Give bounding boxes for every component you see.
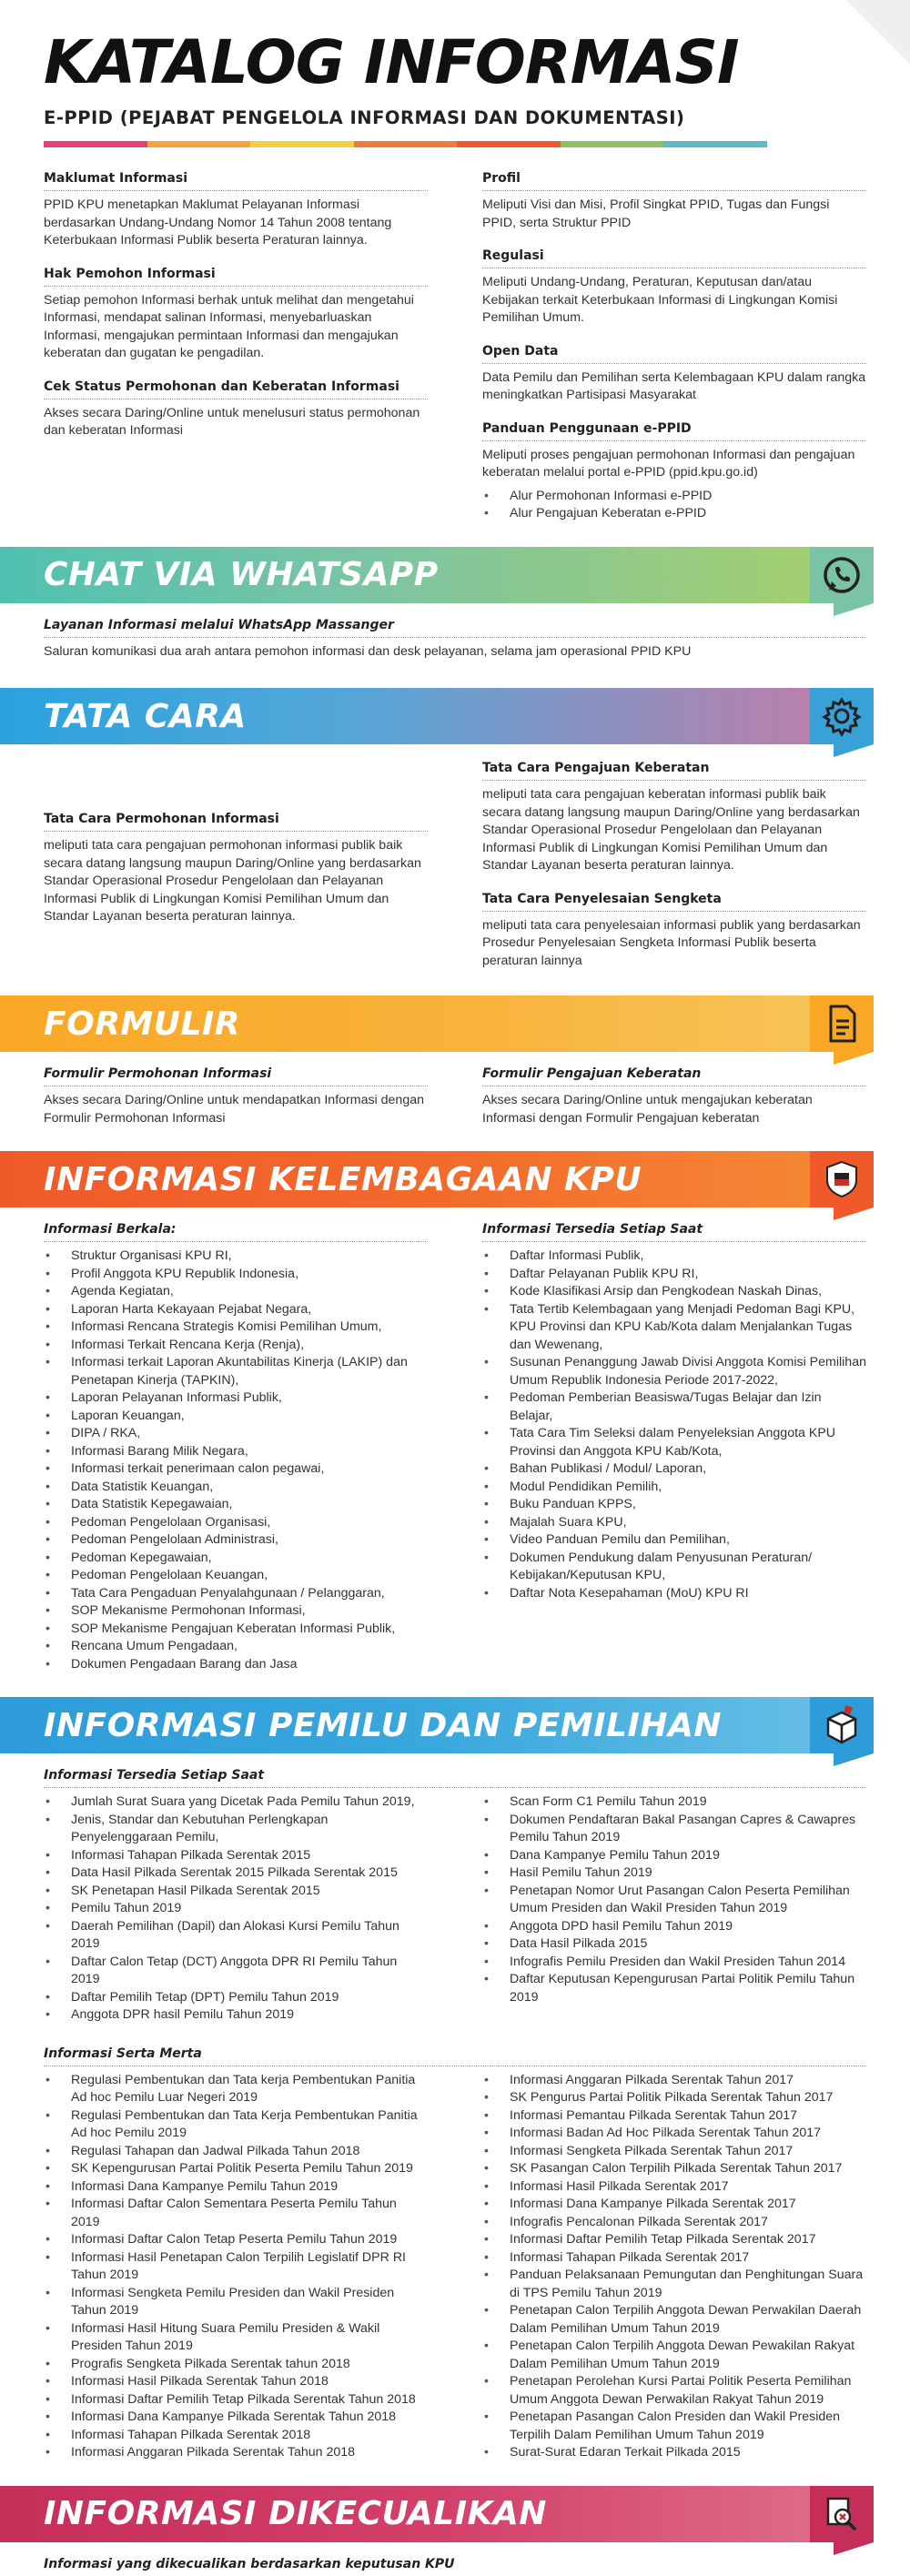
list-item[interactable]: • Informasi Sengketa Pilkada Serentak Tahun 2017 — [482, 2143, 866, 2161]
list-item[interactable]: • Dokumen Pendukung dalam Penyusunan Peraturan/ Kebijakan/Keputusan KPU, — [482, 1550, 866, 1585]
gear-icon — [810, 688, 874, 744]
list-item[interactable]: • SK Pasangan Calon Terpilih Pilkada Serentak Tahun 2017 — [482, 2160, 866, 2178]
rainbow-bar — [44, 141, 767, 147]
list-item[interactable]: • Pemilu Tahun 2019 — [44, 1900, 428, 1918]
intro-left-item-title[interactable]: Cek Status Permohonan dan Keberatan Informasi — [44, 379, 428, 399]
intro-left-column — [44, 155, 428, 523]
search-document-icon — [810, 2486, 874, 2542]
list-item[interactable]: • Jumlah Surat Suara yang Dicetak Pada Pemilu Tahun 2019, — [44, 1793, 428, 1812]
list-item[interactable]: • Laporan Harta Kekayaan Pejabat Negara, — [44, 1301, 428, 1319]
list-item[interactable]: • Data Statistik Kepegawaian, — [44, 1496, 428, 1514]
formulir-permohonan-title[interactable]: Formulir Permohonan Informasi — [44, 1066, 428, 1086]
list-item[interactable]: • Informasi Pemantau Pilkada Serentak Tahun 2017 — [482, 2107, 866, 2126]
intro-right-item-text: Meliputi Undang-Undang, Peraturan, Keputusan dan/atau Kebijakan terkait Keterbukaan Informasi di Lingkungan Komisi Pemilihan Umum. — [482, 275, 838, 325]
page-title: KATALOG INFORMASI — [44, 27, 739, 97]
whatsapp-banner-tail — [834, 603, 874, 616]
list-item[interactable]: • Infografis Pencalonan Pilkada Serentak 2017 — [482, 2214, 866, 2232]
formulir-left-column — [44, 1052, 428, 1127]
pemilu-s2-left-list — [44, 2072, 428, 2462]
list-item[interactable]: • Dokumen Pendaftaran Bakal Pasangan Capres & Cawapres Pemilu Tahun 2019 — [482, 1812, 866, 1847]
document-icon — [810, 995, 874, 1052]
rainbow-segment — [147, 141, 251, 147]
list-item[interactable]: • Daftar Informasi Publik, — [482, 1248, 866, 1266]
list-item[interactable]: • Pedoman Pengelolaan Keuangan, — [44, 1567, 428, 1585]
intro-right-item-title[interactable]: Regulasi — [482, 248, 866, 268]
list-item[interactable]: • Informasi terkait Laporan Akuntabilitas Kinerja (LAKIP) dan Penetapan Kinerja (TAPKIN), — [44, 1354, 428, 1389]
formulir-banner-title: FORMULIR — [44, 1005, 241, 1043]
list-item[interactable]: • Data Hasil Pilkada 2015 — [482, 1935, 866, 1954]
list-item[interactable]: • Penetapan Calon Terpilih Anggota Dewan Perwakilan Daerah Dalam Pemilihan Umum Tahun 2019 — [482, 2302, 866, 2338]
list-item[interactable]: • Informasi Sengketa Pemilu Presiden dan Wakil Presiden Tahun 2019 — [44, 2285, 428, 2320]
page-subtitle: E-PPID (PEJABAT PENGELOLA INFORMASI DAN DOKUMENTASI) — [44, 107, 685, 128]
list-item[interactable]: • Informasi terkait penerimaan calon pegawai, — [44, 1460, 428, 1479]
tatacara-banner-tail — [834, 744, 874, 757]
pemilu-section — [0, 1697, 910, 2462]
list-item[interactable]: • Laporan Pelayanan Informasi Publik, — [44, 1389, 428, 1408]
whatsapp-icon[interactable] — [810, 547, 874, 603]
tatacara-right-item-text: meliputi tata cara penyelesaian informasi publik yang berdasarkan Prosedur Penyelesaian Sengketa Informasi Publik beserta peraturan lainnya — [482, 917, 861, 968]
list-item[interactable]: • Modul Pendidikan Pemilih, — [482, 1479, 866, 1497]
tatacara-left-item-text: meliputi tata cara pengajuan permohonan informasi publik baik secara datang langsung maupun Daring/Online yang berdasarkan Standar Operasional Prosedur Pengelolaan dan Pelayanan Informasi Publik di Lingkungan Komisi Pemilihan Umum dan Standar Layanan beserta peraturan lainnya. — [44, 838, 421, 924]
tatacara-section — [0, 688, 910, 970]
rainbow-segment — [354, 141, 458, 147]
list-item[interactable]: • Surat-Surat Edaran Terkait Pilkada 2015 — [482, 2444, 866, 2462]
list-item[interactable]: • Video Panduan Pemilu dan Pemilihan, — [482, 1531, 866, 1550]
list-item[interactable]: • Daftar Pelayanan Publik KPU RI, — [482, 1266, 866, 1284]
list-item[interactable]: • Informasi Barang Milik Negara, — [44, 1443, 428, 1461]
intro-right-bullet-link[interactable]: • Alur Permohonan Informasi e-PPID — [482, 488, 866, 506]
tatacara-right-item-title[interactable]: Tata Cara Penyelesaian Sengketa — [482, 892, 866, 912]
list-item[interactable]: • Bahan Publikasi / Modul/ Laporan, — [482, 1460, 866, 1479]
list-item[interactable]: • Tata Cara Pengaduan Penyalahgunaan / Pelanggaran, — [44, 1585, 428, 1603]
list-item[interactable]: • Regulasi Tahapan dan Jadwal Pilkada Tahun 2018 — [44, 2143, 428, 2161]
pemilu-s1-left-list — [44, 1793, 428, 2025]
informasi-setiap-saat-list — [482, 1248, 866, 1602]
list-item[interactable]: • Penetapan Nomor Urut Pasangan Calon Peserta Pemilihan Umum Presiden dan Wakil Presiden Tahun 2019 — [482, 1883, 866, 1918]
list-item[interactable]: • Penetapan Perolehan Kursi Partai Politik Peserta Pemilihan Umum Anggota Dewan Perwakilan Rakyat Tahun 2019 — [482, 2373, 866, 2409]
list-item[interactable]: • Jenis, Standar dan Kebutuhan Perlengkapan Penyelenggaraan Pemilu, — [44, 1812, 428, 1847]
list-item[interactable]: • SOP Mekanisme Pengajuan Keberatan Informasi Publik, — [44, 1621, 428, 1639]
list-item[interactable]: • Scan Form C1 Pemilu Tahun 2019 — [482, 1793, 866, 1812]
list-item[interactable]: • Informasi Tahapan Pilkada Serentak 2018 — [44, 2427, 428, 2445]
list-item[interactable]: • Informasi Dana Kampanye Pilkada Serentak Tahun 2018 — [44, 2409, 428, 2427]
list-item[interactable]: • Anggota DPR hasil Pemilu Tahun 2019 — [44, 2006, 428, 2025]
intro-right-item-text: Meliputi proses pengajuan permohonan Informasi dan pengajuan keberatan melalui portal e-PPID (ppid.kpu.go.id) — [482, 447, 855, 480]
list-item[interactable]: • Laporan Keuangan, — [44, 1408, 428, 1426]
list-item[interactable]: • Informasi Tahapan Pilkada Serentak 2015 — [44, 1847, 428, 1865]
list-item[interactable]: • Panduan Pelaksanaan Pemungutan dan Penghitungan Suara di TPS Pemilu Tahun 2019 — [482, 2267, 866, 2302]
list-item[interactable]: • Informasi Hasil Hitung Suara Pemilu Presiden & Wakil Presiden Tahun 2019 — [44, 2320, 428, 2356]
formulir-keberatan-text: Akses secara Daring/Online untuk mengajukan keberatan Informasi dengan Formulir Pengajuan keberatan — [482, 1093, 813, 1126]
list-item[interactable]: • Regulasi Pembentukan dan Tata kerja Pembentukan Panitia Ad hoc Pemilu Luar Negeri 2019 — [44, 2072, 428, 2107]
pemilu-serta-merta-title: Informasi Serta Merta — [44, 2046, 866, 2066]
intro-right-column — [482, 155, 866, 523]
tatacara-banner-title: TATA CARA — [44, 697, 247, 735]
list-item[interactable]: • Data Hasil Pilkada Serentak 2015 Pilkada Serentak 2015 — [44, 1864, 428, 1883]
list-item[interactable]: • Informasi Daftar Pemilih Tetap Pilkada Serentak 2017 — [482, 2231, 866, 2249]
dikecualikan-item-title[interactable]: Informasi yang dikecualikan berdasarkan keputusan KPU — [44, 2556, 455, 2571]
tatacara-left-column — [44, 744, 428, 970]
kelembagaan-banner-tail — [834, 1207, 874, 1220]
list-item[interactable]: • Anggota DPD hasil Pemilu Tahun 2019 — [482, 1918, 866, 1936]
rainbow-segment — [44, 141, 147, 147]
list-item[interactable]: • Regulasi Pembentukan dan Tata Kerja Pembentukan Panitia Ad hoc Pemilu 2019 — [44, 2107, 428, 2143]
pemilu-s2-columns — [0, 2066, 910, 2462]
list-item[interactable]: • Buku Panduan KPPS, — [482, 1496, 866, 1514]
ballot-box-icon — [810, 1697, 874, 1753]
dikecualikan-section — [0, 2486, 910, 2576]
list-item[interactable]: • Pedoman Pemberian Beasiswa/Tugas Belajar dan Izin Belajar, — [482, 1389, 866, 1425]
dikecualikan-banner — [0, 2486, 874, 2542]
informasi-berkala-list — [44, 1248, 428, 1673]
list-item[interactable]: • Daftar Pemilih Tetap (DPT) Pemilu Tahun 2019 — [44, 1989, 428, 2007]
kelembagaan-left-column — [44, 1207, 428, 1673]
kpu-logo-icon — [810, 1151, 874, 1207]
list-item[interactable]: • SOP Mekanisme Permohonan Informasi, — [44, 1602, 428, 1621]
list-item[interactable]: • Informasi Terkait Rencana Kerja (Renja), — [44, 1337, 428, 1355]
list-item[interactable]: • Informasi Anggaran Pilkada Serentak Tahun 2018 — [44, 2444, 428, 2462]
formulir-columns — [0, 1052, 910, 1127]
tatacara-banner — [0, 688, 874, 744]
tatacara-right-column — [482, 744, 866, 970]
list-item[interactable]: • SK Pengurus Partai Politik Pilkada Serentak Tahun 2017 — [482, 2089, 866, 2107]
list-item[interactable]: • Informasi Daftar Calon Tetap Peserta Pemilu Tahun 2019 — [44, 2231, 428, 2249]
intro-left-item-text: PPID KPU menetapkan Maklumat Pelayanan Informasi berdasarkan Undang-Undang Nomor 14 Tahun 2008 tentang Keterbukaan Informasi Publik beserta Peraturan lainnya. — [44, 197, 392, 247]
list-item[interactable]: • Penetapan Pasangan Calon Presiden dan Wakil Presiden Terpilih Dalam Pemilihan Umum Tahun 2019 — [482, 2409, 866, 2444]
rainbow-segment — [250, 141, 354, 147]
list-item[interactable]: • Hasil Pemilu Tahun 2019 — [482, 1864, 866, 1883]
pemilu-setiap-saat-title: Informasi Tersedia Setiap Saat — [44, 1768, 866, 1788]
list-item[interactable]: • Pedoman Pengelolaan Administrasi, — [44, 1531, 428, 1550]
pemilu-s2-right-list — [482, 2072, 866, 2462]
intro-right-item-title[interactable]: Open Data — [482, 344, 866, 364]
list-item[interactable]: • Daftar Nota Kesepahaman (MoU) KPU RI — [482, 1585, 866, 1603]
list-item[interactable]: • Daftar Keputusan Kepengurusan Partai Politik Pemilu Tahun 2019 — [482, 1971, 866, 2006]
kelembagaan-banner-title: INFORMASI KELEMBAGAAN KPU — [44, 1160, 642, 1198]
list-item[interactable]: • Informasi Daftar Calon Sementara Peserta Pemilu Tahun 2019 — [44, 2196, 428, 2231]
list-item[interactable]: • Pedoman Kepegawaian, — [44, 1550, 428, 1568]
list-item[interactable]: • Informasi Dana Kampanye Pilkada Serentak 2017 — [482, 2196, 866, 2214]
intro-left-item-text: Setiap pemohon Informasi berhak untuk melihat dan mengetahui Informasi, mendapat salinan Informasi, menyebarluaskan Informasi, mengajukan permintaan Informasi dan mengajukan keberatan dan gugatan ke pengadilan. — [44, 292, 414, 360]
list-item[interactable]: • Infografis Pemilu Presiden dan Wakil Presiden Tahun 2014 — [482, 1954, 866, 1972]
list-item[interactable]: • Susunan Penanggung Jawab Divisi Anggota Komisi Pemilihan Umum Republik Indonesia Periode 2017-2022, — [482, 1354, 866, 1389]
informasi-berkala-title: Informasi Berkala: — [44, 1222, 428, 1242]
formulir-keberatan-title[interactable]: Formulir Pengajuan Keberatan — [482, 1066, 866, 1086]
list-item[interactable]: • Rencana Umum Pengadaan, — [44, 1638, 428, 1656]
intro-left-item-title[interactable]: Maklumat Informasi — [44, 171, 428, 191]
formulir-permohonan-text: Akses secara Daring/Online untuk mendapatkan Informasi dengan Formulir Permohonan Informasi — [44, 1093, 424, 1126]
dikecualikan-banner-tail — [834, 2542, 874, 2555]
list-item[interactable]: • Informasi Rencana Strategis Komisi Pemilihan Umum, — [44, 1318, 428, 1337]
kelembagaan-banner — [0, 1151, 874, 1207]
pemilu-banner-title: INFORMASI PEMILU DAN PEMILIHAN — [44, 1706, 722, 1744]
list-item[interactable]: • Informasi Hasil Pilkada Serentak Tahun 2018 — [44, 2373, 428, 2391]
pemilu-banner — [0, 1697, 874, 1753]
formulir-banner — [0, 995, 874, 1052]
intro-left-item-title[interactable]: Hak Pemohon Informasi — [44, 267, 428, 287]
list-item[interactable]: • Informasi Hasil Penetapan Calon Terpilih Legislatif DPR RI Tahun 2019 — [44, 2249, 428, 2285]
intro-right-item-title[interactable]: Panduan Penggunaan e-PPID — [482, 421, 866, 441]
rainbow-segment — [457, 141, 561, 147]
list-item[interactable]: • Informasi Tahapan Pilkada Serentak 2017 — [482, 2249, 866, 2268]
formulir-banner-tail — [834, 1052, 874, 1065]
list-item[interactable]: • Daftar Calon Tetap (DCT) Anggota DPR RI Pemilu Tahun 2019 — [44, 1954, 428, 1989]
list-item[interactable]: • SK Penetapan Hasil Pilkada Serentak 2015 — [44, 1883, 428, 1901]
intro-right-bullet-list — [482, 488, 866, 523]
formulir-right-column — [482, 1052, 866, 1127]
list-item[interactable]: • Agenda Kegiatan, — [44, 1283, 428, 1301]
list-item[interactable]: • Informasi Anggaran Pilkada Serentak Tahun 2017 — [482, 2072, 866, 2090]
intro-section — [0, 155, 910, 523]
list-item[interactable]: • Data Statistik Keuangan, — [44, 1479, 428, 1497]
list-item[interactable]: • Informasi Hasil Pilkada Serentak 2017 — [482, 2178, 866, 2197]
list-item[interactable]: • Profil Anggota KPU Republik Indonesia, — [44, 1266, 428, 1284]
page-curl — [846, 0, 910, 64]
list-item[interactable]: • Struktur Organisasi KPU RI, — [44, 1248, 428, 1266]
intro-right-item-text: Meliputi Visi dan Misi, Profil Singkat PPID, Tugas dan Fungsi PPID, serta Struktur PPID — [482, 197, 830, 230]
list-item[interactable]: • DIPA / RKA, — [44, 1425, 428, 1443]
header — [0, 0, 910, 147]
pemilu-banner-tail — [834, 1753, 874, 1766]
list-item[interactable]: • SK Kepengurusan Partai Politik Peserta Pemilu Tahun 2019 — [44, 2160, 428, 2178]
list-item[interactable]: • Penetapan Calon Terpilih Anggota Dewan Pewakilan Rakyat Dalam Pemilihan Umum Tahun 2019 — [482, 2338, 866, 2373]
list-item[interactable]: • Kode Klasifikasi Arsip dan Pengkodean Naskah Dinas, — [482, 1283, 866, 1301]
list-item[interactable]: • Dana Kampanye Pemilu Tahun 2019 — [482, 1847, 866, 1865]
kelembagaan-columns — [0, 1207, 910, 1673]
list-item[interactable]: • Majalah Suara KPU, — [482, 1514, 866, 1532]
tatacara-left-item-title[interactable]: Tata Cara Permohonan Informasi — [44, 812, 428, 832]
rainbow-segment — [561, 141, 664, 147]
kelembagaan-section — [0, 1151, 910, 1673]
whatsapp-item-text: Saluran komunikasi dua arah antara pemohon informasi dan desk pelayanan, selama jam operasional PPID KPU — [44, 643, 692, 659]
list-item[interactable]: • Informasi Badan Ad Hoc Pilkada Serentak Tahun 2017 — [482, 2125, 866, 2143]
formulir-section — [0, 995, 910, 1127]
intro-right-bullet-link[interactable]: • Alur Pengajuan Keberatan e-PPID — [482, 505, 866, 523]
tatacara-columns — [0, 744, 910, 970]
pemilu-s1-columns — [0, 1788, 910, 2025]
list-item[interactable]: • Prografis Sengketa Pilkada Serentak tahun 2018 — [44, 2356, 428, 2374]
list-item[interactable]: • Informasi Daftar Pemilih Tetap Pilkada Serentak Tahun 2018 — [44, 2391, 428, 2409]
list-item[interactable]: • Daerah Pemilihan (Dapil) dan Alokasi Kursi Pemilu Tahun 2019 — [44, 1918, 428, 1954]
whatsapp-section — [0, 547, 910, 662]
intro-right-item-text: Data Pemilu dan Pemilihan serta Kelembagaan KPU dalam rangka meningkatkan Partisipasi Masyarakat — [482, 369, 866, 402]
list-item[interactable]: • Informasi Dana Kampanye Pemilu Tahun 2019 — [44, 2178, 428, 2197]
list-item[interactable]: • Tata Cara Tim Seleksi dalam Penyeleksian Anggota KPU Provinsi dan Anggota KPU Kab/Kota, — [482, 1425, 866, 1460]
pemilu-s1-right-list — [482, 1793, 866, 2006]
whatsapp-banner — [0, 547, 874, 603]
dikecualikan-banner-title: INFORMASI DIKECUALIKAN — [44, 2495, 547, 2532]
intro-left-item-text: Akses secara Daring/Online untuk menelusuri status permohonan dan keberatan Informasi — [44, 405, 420, 438]
whatsapp-banner-title: CHAT VIA WHATSAPP — [44, 556, 439, 593]
informasi-setiap-saat-title: Informasi Tersedia Setiap Saat — [482, 1222, 866, 1242]
intro-right-item-title[interactable]: Profil — [482, 171, 866, 191]
list-item[interactable]: • Pedoman Pengelolaan Organisasi, — [44, 1514, 428, 1532]
rainbow-segment — [663, 141, 767, 147]
tatacara-right-item-title[interactable]: Tata Cara Pengajuan Keberatan — [482, 761, 866, 781]
list-item[interactable]: • Dokumen Pengadaan Barang dan Jasa — [44, 1656, 428, 1674]
list-item[interactable]: • Tata Tertib Kelembagaan yang Menjadi Pedoman Bagi KPU, KPU Provinsi dan KPU Kab/Kota dalam Menjalankan Tugas dan Wewenang, — [482, 1301, 866, 1355]
whatsapp-item-title[interactable]: Layanan Informasi melalui WhatsApp Massanger — [44, 618, 866, 638]
kelembagaan-right-column — [482, 1207, 866, 1673]
tatacara-right-item-text: meliputi tata cara pengajuan keberatan informasi publik baik secara datang langsung maupun Daring/Online yang berdasarkan Standar Operasional Prosedur Pengelolaan dan Pelayanan Informasi Publik di Lingkungan Komisi Pemilihan Umum dan Standar Layanan beserta peraturan lainnya. — [482, 787, 860, 873]
